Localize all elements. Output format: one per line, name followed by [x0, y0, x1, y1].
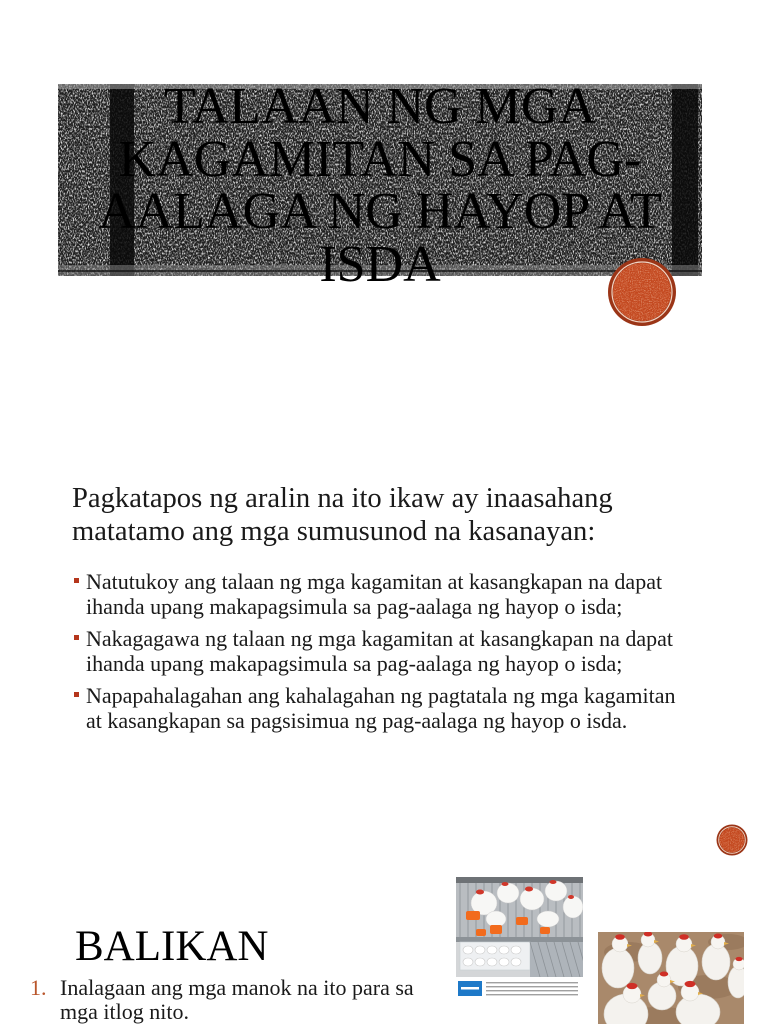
cage-rail — [456, 937, 583, 942]
caption-line — [486, 982, 578, 983]
objectives-intro-line: matatamo ang mga sumusunod na kasanayan: — [72, 516, 596, 547]
objective-text-line: Natutukoy ang talaan ng mga kagamitan at kasangkapan na dapat — [86, 569, 663, 594]
orange-feeder — [540, 927, 550, 934]
hen — [486, 911, 506, 927]
orange-circle-icon — [606, 256, 678, 328]
hen-comb — [476, 890, 484, 895]
caption-line — [486, 994, 578, 995]
hen-comb — [685, 981, 696, 987]
hen — [545, 881, 567, 901]
hen-body — [702, 944, 730, 980]
slide-title-line: TALAAN NG MGA — [163, 78, 597, 135]
orange-feeder — [516, 917, 528, 925]
egg — [499, 958, 509, 966]
review-question-list — [30, 976, 414, 1024]
hen-comb — [660, 972, 668, 977]
hen-comb — [550, 880, 557, 884]
objective-item — [74, 569, 675, 619]
egg — [487, 946, 497, 954]
egg — [463, 946, 473, 954]
egg — [499, 946, 509, 954]
orange-feeder — [476, 929, 486, 936]
hen — [537, 911, 559, 927]
caption-line — [486, 990, 578, 991]
hen-comb — [679, 934, 689, 940]
objective-text-line: Napapahalagahan ang kahalagahan ng pagtatala ng mga kagamitan — [86, 683, 676, 708]
egg — [511, 958, 521, 966]
circle-texture — [720, 828, 745, 853]
objectives-intro — [72, 482, 613, 548]
circle-texture — [613, 263, 671, 321]
objective-text-line: ihanda upang makapagsimula sa pag-aalaga ng hayop o isda; — [86, 651, 623, 676]
cage-top-bar — [456, 877, 583, 883]
question-text-line: Inalagaan ang mga manok na ito para sa — [60, 975, 414, 1000]
review-question-item — [30, 976, 414, 1024]
slide-title-line: AALAGA NG HAYOP AT — [98, 183, 662, 240]
hen-comb — [615, 934, 625, 940]
egg — [487, 958, 497, 966]
slide-title-line: ISDA — [319, 235, 441, 293]
white-hens-photo — [598, 932, 744, 1024]
objectives-list — [74, 569, 675, 740]
hen-body — [602, 948, 634, 988]
hen-comb — [568, 895, 574, 899]
egg — [463, 958, 473, 966]
hen-comb — [502, 882, 509, 886]
hen-comb — [735, 957, 742, 961]
caption-line — [486, 986, 578, 987]
objective-text-line: Nakagagawa ng talaan ng mga kagamitan at kasangkapan na dapat — [86, 626, 674, 651]
egg — [511, 946, 521, 954]
objective-item — [74, 683, 675, 733]
objective-text-line: at kasangkapan sa pagsisimua ng pag-aalaga ng hayop o isda. — [86, 708, 628, 733]
brand-logo-mark — [461, 987, 479, 990]
caged-laying-hens-photo — [456, 877, 583, 1005]
question-text-line: mga itlog nito. — [60, 999, 189, 1024]
red-square-bullet-icon — [74, 692, 79, 697]
small-orange-circle-icon — [716, 824, 748, 856]
section-heading: BALIKAN — [75, 923, 269, 970]
list-number: 1. — [30, 975, 47, 1000]
red-square-bullet-icon — [74, 578, 79, 583]
hen — [520, 888, 544, 910]
hen — [563, 896, 583, 918]
orange-feeder — [490, 925, 502, 934]
slide-title-line: KAGAMITAN SA PAG- — [118, 130, 642, 188]
red-square-bullet-icon — [74, 635, 79, 640]
hen — [497, 883, 519, 903]
hen-comb — [627, 983, 638, 989]
objectives-intro-line: Pagkatapos ng aralin na ito ikaw ay inaasahang — [72, 483, 613, 514]
objective-text-line: ihanda upang makapagsimula sa pag-aalaga ng hayop o isda; — [86, 594, 623, 619]
objective-item — [74, 626, 675, 676]
hen-comb — [525, 887, 533, 892]
orange-feeder — [466, 911, 480, 920]
egg — [475, 958, 485, 966]
egg — [475, 946, 485, 954]
hen-comb — [714, 934, 722, 939]
